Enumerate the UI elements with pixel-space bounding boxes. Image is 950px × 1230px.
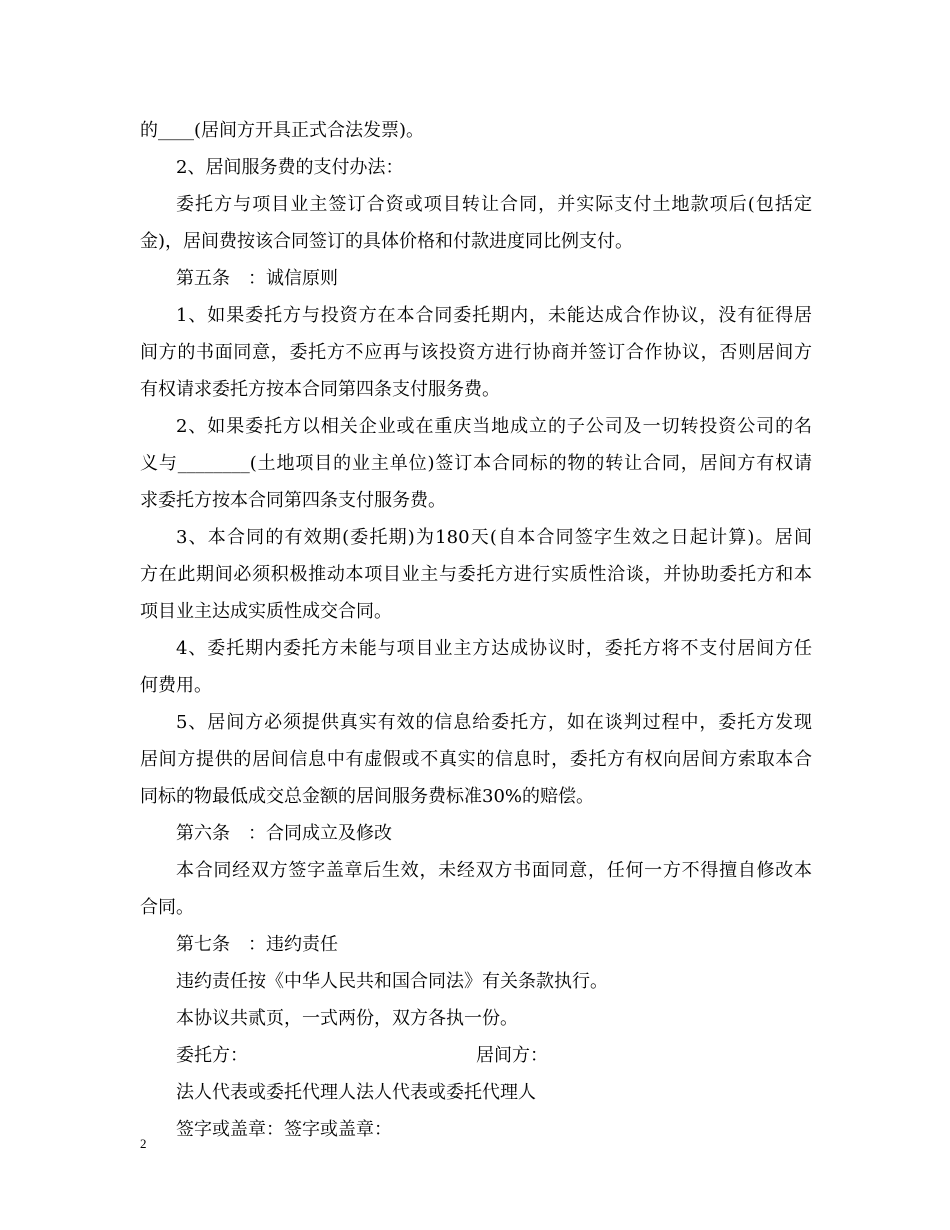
party-a-label: 委托方： [176, 1045, 248, 1066]
text-line: 义与________(土地项目的业主单位)签订本合同标的物的转让合同，居间方有权请 [140, 453, 812, 474]
party-b-label: 居间方： [476, 1045, 548, 1066]
text-line: 求委托方按本合同第四条支付服务费。 [140, 490, 446, 511]
text-line: 本合同经双方签字盖章后生效，未经双方书面同意，任何一方不得擅自修改本 [176, 860, 812, 881]
text-line: 2、如果委托方以相关企业或在重庆当地成立的子公司及一切转投资公司的名 [176, 416, 812, 437]
representative-line: 法人代表或委托代理人法人代表或委托代理人 [176, 1082, 536, 1103]
text-line: 间方的书面同意，委托方不应再与该投资方进行协商并签订合作协议，否则居间方 [140, 342, 812, 363]
section-heading-7: 第七条 ：违约责任 [176, 934, 338, 955]
text-line: 2、居间服务费的支付办法： [176, 157, 404, 178]
page-number: 2 [140, 1136, 147, 1151]
text-line: 项目业主达成实质性成交合同。 [140, 601, 392, 622]
text-line: 4、委托期内委托方未能与项目业主方达成协议时，委托方将不支付居间方任 [176, 638, 812, 659]
sign-line: 签字或盖章：签字或盖章： [176, 1119, 392, 1140]
text-line: 何费用。 [140, 675, 212, 696]
text-line: 1、如果委托方与投资方在本合同委托期内，未能达成合作协议，没有征得居 [176, 305, 812, 326]
text-line: 违约责任按《中华人民共和国合同法》有关条款执行。 [176, 971, 608, 992]
text-line: 的____(居间方开具正式合法发票)。 [140, 120, 425, 141]
text-line: 本协议共贰页，一式两份，双方各执一份。 [176, 1008, 518, 1029]
text-line: 有权请求委托方按本合同第四条支付服务费。 [140, 379, 500, 400]
text-line: 5、居间方必须提供真实有效的信息给委托方，如在谈判过程中，委托方发现 [176, 712, 812, 733]
text-line: 3、本合同的有效期(委托期)为180天(自本合同签字生效之日起计算)。居间 [176, 527, 812, 548]
text-line: 居间方提供的居间信息中有虚假或不真实的信息时，委托方有权向居间方索取本合 [140, 749, 812, 770]
signature-parties-row [140, 1037, 812, 1074]
document-body [140, 112, 812, 1148]
section-heading-6: 第六条 ：合同成立及修改 [176, 823, 392, 844]
text-line: 金)，居间费按该合同签订的具体价格和付款进度同比例支付。 [140, 231, 634, 252]
text-line: 方在此期间必须积极推动本项目业主与委托方进行实质性洽谈，并协助委托方和本 [140, 564, 812, 585]
text-line: 合同。 [140, 897, 194, 918]
section-heading-5: 第五条 ：诚信原则 [176, 268, 338, 289]
text-line: 委托方与项目业主签订合资或项目转让合同，并实际支付土地款项后(包括定 [176, 194, 812, 215]
text-line: 同标的物最低成交总金额的居间服务费标准30%的赔偿。 [140, 786, 595, 807]
